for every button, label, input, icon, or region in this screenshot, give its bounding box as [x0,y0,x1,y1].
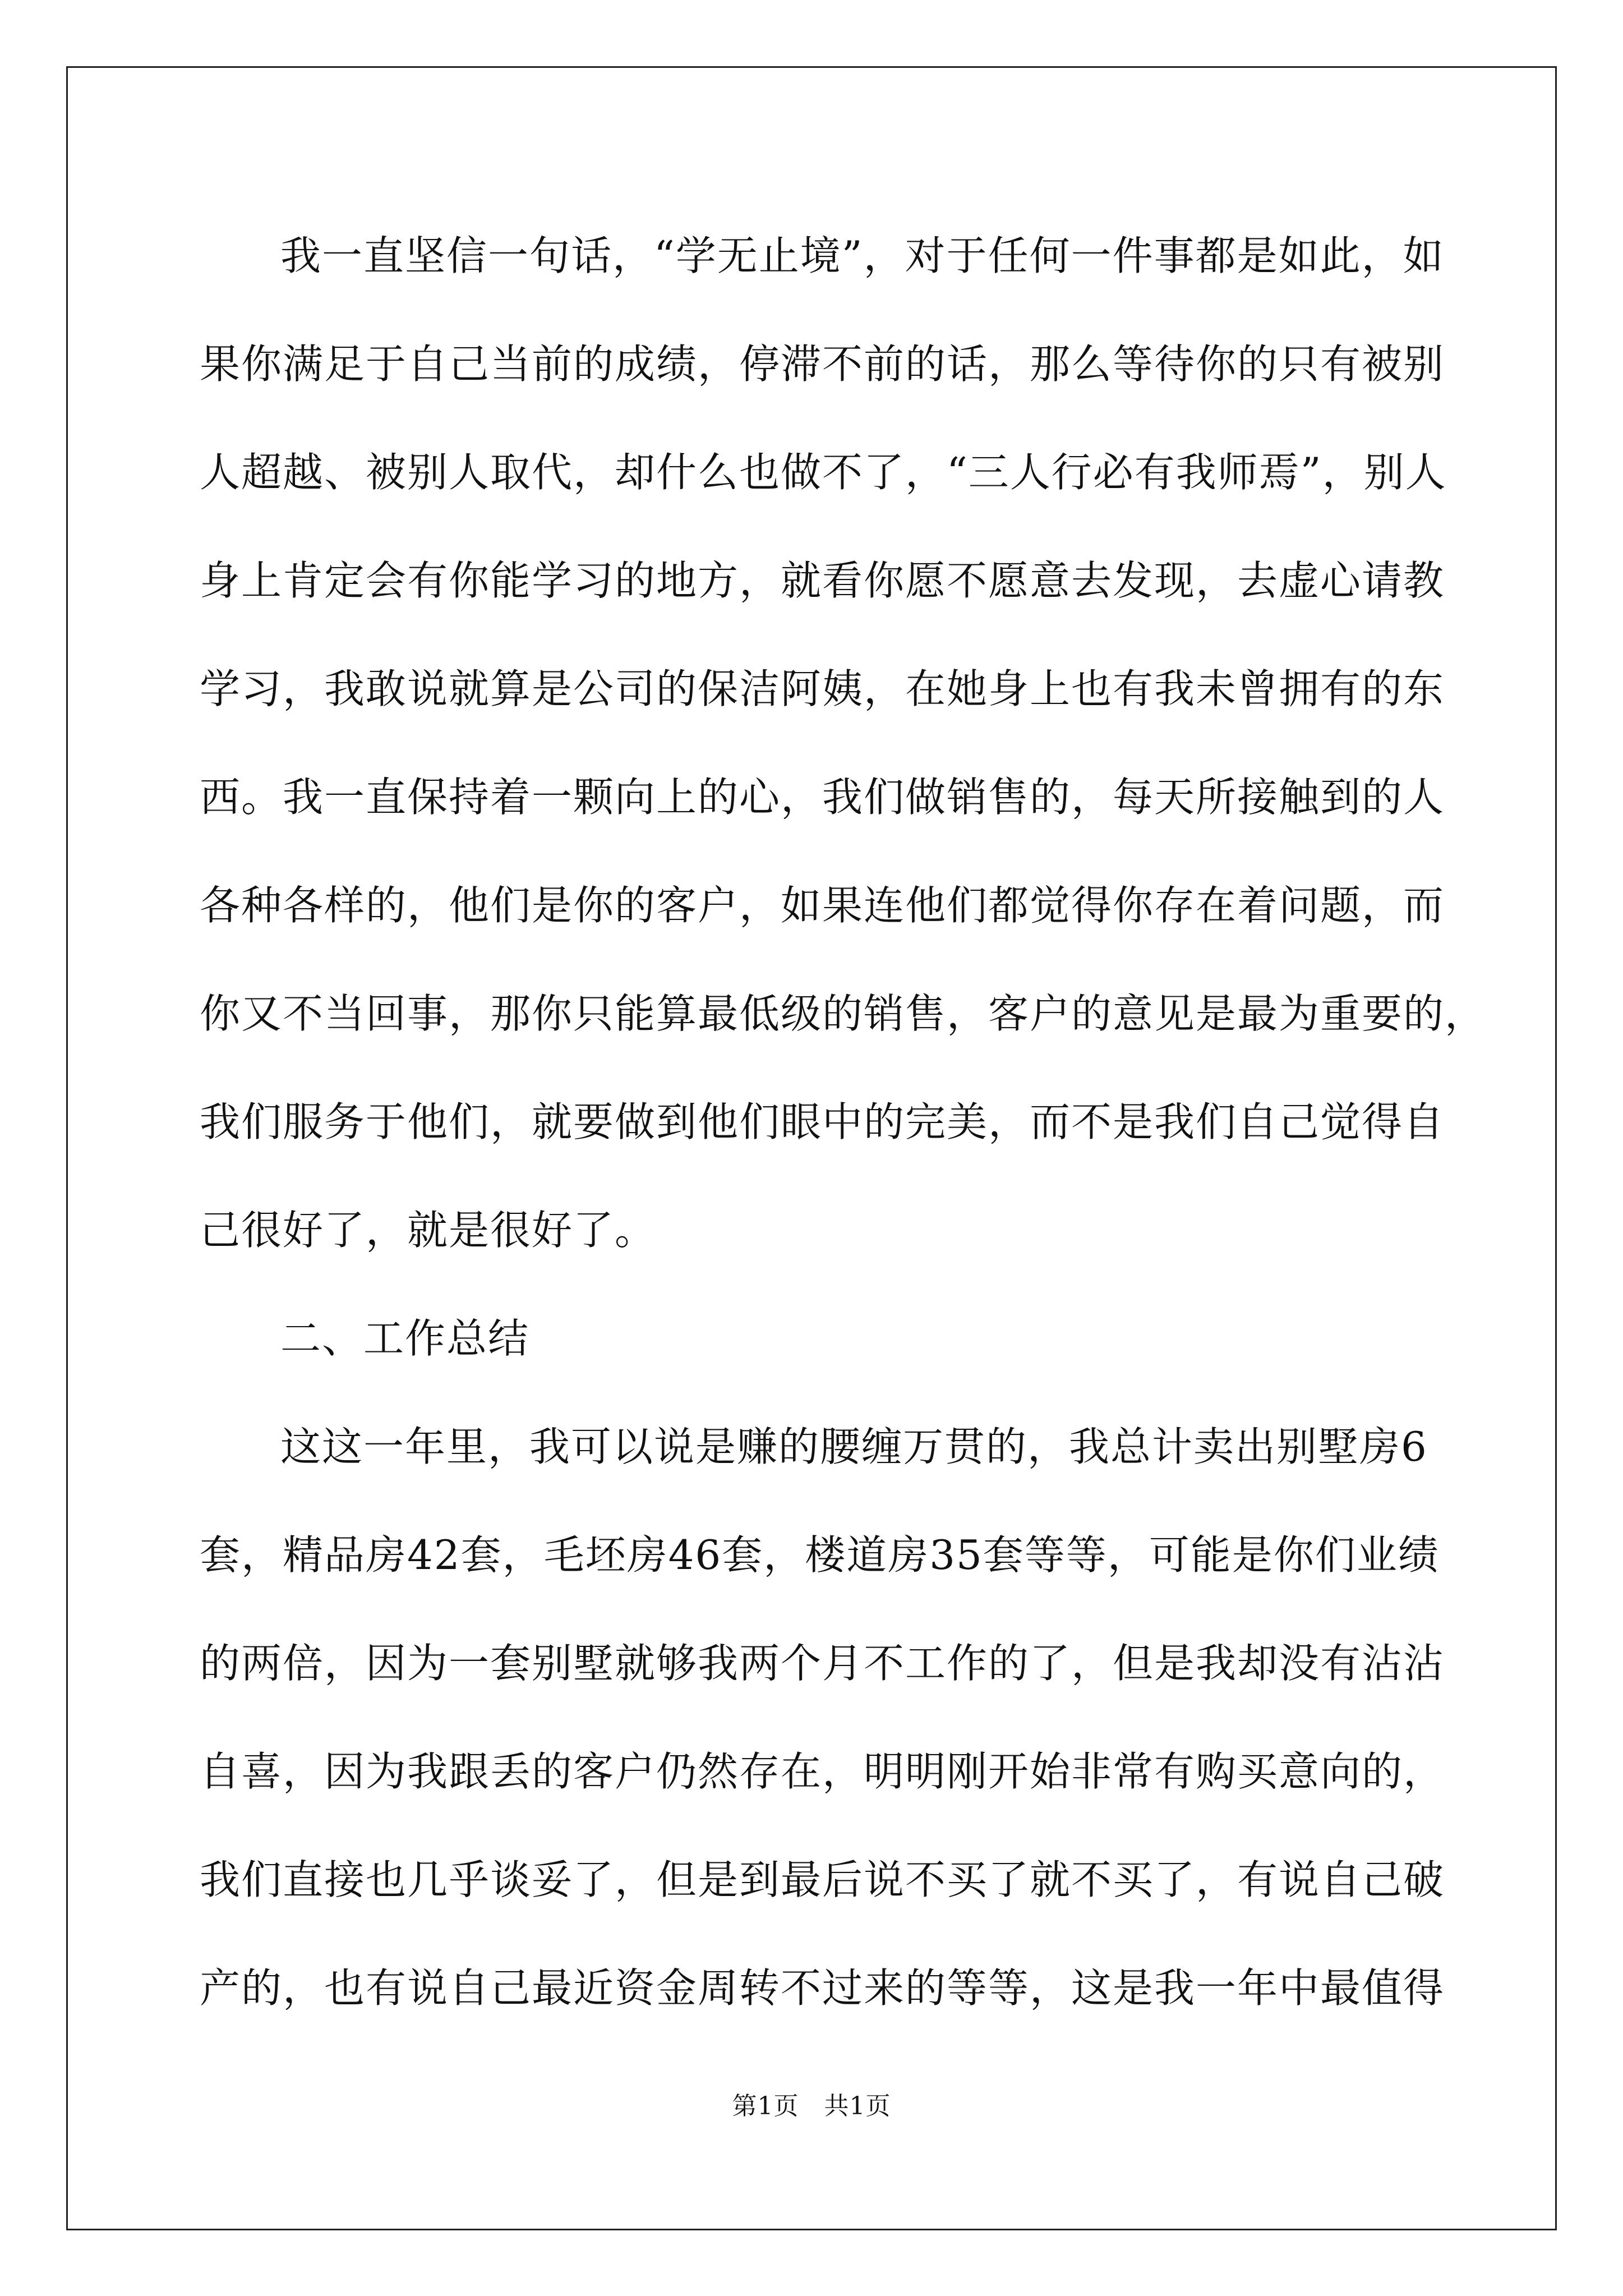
page-number-footer: 第1页 共1页 [732,2092,891,2120]
paragraph-line: 学习，我敢说就算是公司的保洁阿姨，在她身上也有我未曾拥有的东 [200,665,1445,712]
paragraph-line: 己很好了，就是很好了。 [200,1207,657,1254]
paragraph-line: 你又不当回事，那你只能算最低级的销售，客户的意见是最为重要的， [200,990,1487,1037]
paragraph-line: 自喜，因为我跟丢的客户仍然存在，明明刚开始非常有购买意向的， [200,1748,1445,1795]
paragraph-line: 产的，也有说自己最近资金周转不过来的等等，这是我一年中最值得 [200,1964,1445,2012]
paragraph-line: 人超越、被别人取代，却什么也做不了，“三人行必有我师焉”，别人 [200,449,1447,496]
paragraph-line: 各种各样的，他们是你的客户，如果连他们都觉得你存在着问题，而 [200,882,1445,929]
paragraph-line: 西。我一直保持着一颗向上的心，我们做销售的，每天所接触到的人 [200,774,1445,821]
paragraph-line: 我们服务于他们，就要做到他们眼中的完美，而不是我们自己觉得自 [200,1098,1445,1145]
section-heading: 二、工作总结 [280,1315,530,1362]
paragraph-line: 我们直接也几乎谈妥了，但是到最后说不买了就不买了，有说自己破 [200,1856,1445,1903]
paragraph-line: 这这一年里，我可以说是赚的腰缠万贯的，我总计卖出别墅房6 [280,1423,1428,1470]
paragraph-line: 身上肯定会有你能学习的地方，就看你愿不愿意去发现，去虚心请教 [200,557,1445,604]
paragraph-line: 果你满足于自己当前的成绩，停滞不前的话，那么等待你的只有被别 [200,341,1445,388]
paragraph-line: 套，精品房42套，毛坯房46套，楼道房35套等等，可能是你们业绩 [200,1531,1440,1579]
paragraph-line: 我一直坚信一句话，“学无止境”，对于任何一件事都是如此，如 [280,232,1445,279]
document-body [200,202,1487,2042]
paragraph-line: 的两倍，因为一套别墅就够我两个月不工作的了，但是我却没有沾沾 [200,1640,1445,1687]
